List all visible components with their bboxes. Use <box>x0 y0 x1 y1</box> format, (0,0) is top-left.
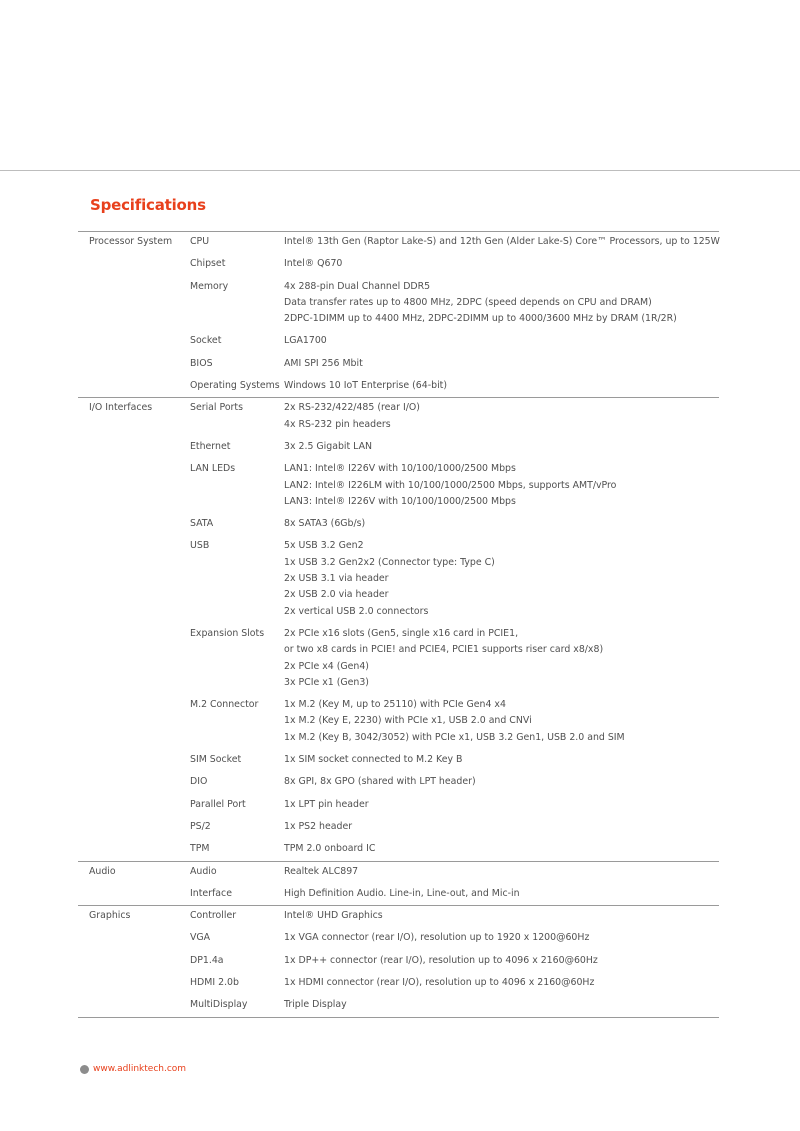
spec-value-line: 8x GPI, 8x GPO (shared with LPT header) <box>284 776 476 788</box>
spec-row <box>78 461 719 510</box>
spec-row <box>78 797 719 813</box>
spec-value-line: or two x8 cards in PCIE! and PCIE4, PCIE1 supports riser card x8/x8) <box>284 644 604 656</box>
spec-value-line: 1x VGA connector (rear I/O), resolution up to 1920 x 1200@60Hz <box>284 932 590 944</box>
spec-values <box>284 841 719 857</box>
spec-label: SATA <box>190 518 214 530</box>
spec-row <box>78 752 719 768</box>
spec-value-line: Realtek ALC897 <box>284 865 359 877</box>
category-label: I/O Interfaces <box>89 402 153 414</box>
spec-label: Serial Ports <box>190 402 243 414</box>
spec-row <box>78 538 719 619</box>
spec-label: VGA <box>190 932 211 944</box>
top-divider <box>0 170 800 171</box>
spec-row <box>78 234 719 250</box>
spec-value-line: 8x SATA3 (6Gb/s) <box>284 518 366 530</box>
spec-group <box>78 862 719 907</box>
spec-label: Controller <box>190 910 237 922</box>
spec-values <box>284 626 719 691</box>
spec-label: Chipset <box>190 258 226 270</box>
spec-label: USB <box>190 540 210 552</box>
spec-label: Audio <box>190 865 217 877</box>
spec-values <box>284 256 719 272</box>
spec-label: DIO <box>190 776 208 788</box>
spec-label: TPM <box>190 843 210 855</box>
spec-value-line: Intel® UHD Graphics <box>284 910 383 922</box>
spec-row <box>78 864 719 880</box>
spec-value-line: TPM 2.0 onboard IC <box>284 843 376 855</box>
spec-value-line: 3x 2.5 Gigabit LAN <box>284 440 373 452</box>
spec-value-line: 1x USB 3.2 Gen2x2 (Connector type: Type C) <box>284 556 495 568</box>
spec-value-line: LGA1700 <box>284 335 327 347</box>
category-label: Audio <box>89 865 116 877</box>
spec-value-line: 4x RS-232 pin headers <box>284 418 391 430</box>
spec-value-line: Windows 10 IoT Enterprise (64-bit) <box>284 380 448 392</box>
spec-values <box>284 819 719 835</box>
spec-label: Expansion Slots <box>190 627 265 639</box>
spec-row <box>78 819 719 835</box>
spec-values <box>284 975 719 991</box>
spec-value-line: 4x 288-pin Dual Channel DDR5 <box>284 280 431 292</box>
footer-url[interactable]: www.adlinktech.com <box>93 1064 187 1074</box>
spec-row <box>78 378 719 394</box>
spec-row <box>78 997 719 1013</box>
spec-value-line: 3x PCIe x1 (Gen3) <box>284 676 369 688</box>
spec-values <box>284 774 719 790</box>
spec-label: Parallel Port <box>190 798 246 810</box>
spec-label: Interface <box>190 887 232 899</box>
spec-value-line: LAN3: Intel® I226V with 10/100/1000/2500 Mbps <box>284 495 516 507</box>
spec-values <box>284 356 719 372</box>
spec-values <box>284 439 719 455</box>
spec-value-line: Data transfer rates up to 4800 MHz, 2DPC (speed depends on CPU and DRAM) <box>284 296 652 308</box>
spec-label: Memory <box>190 280 229 292</box>
spec-values <box>284 378 719 394</box>
spec-label: DP1.4a <box>190 954 224 966</box>
spec-row <box>78 774 719 790</box>
spec-value-line: 1x DP++ connector (rear I/O), resolution up to 4096 x 2160@60Hz <box>284 954 598 966</box>
spec-value-line: LAN2: Intel® I226LM with 10/100/1000/2500 Mbps, supports AMT/vPro <box>284 479 617 491</box>
spec-values <box>284 697 719 746</box>
spec-group <box>78 906 719 1017</box>
spec-row <box>78 908 719 924</box>
spec-values <box>284 752 719 768</box>
spec-row <box>78 697 719 746</box>
spec-label: Socket <box>190 335 222 347</box>
spec-row <box>78 953 719 969</box>
spec-row <box>78 626 719 691</box>
spec-row <box>78 439 719 455</box>
spec-values <box>284 797 719 813</box>
spec-values <box>284 279 719 328</box>
spec-row <box>78 886 719 902</box>
spec-label: MultiDisplay <box>190 999 248 1011</box>
category-label: Graphics <box>89 910 131 922</box>
spec-value-line: 1x M.2 (Key M, up to 25110) with PCIe Gen4 x4 <box>284 699 506 711</box>
spec-value-line: Triple Display <box>284 999 347 1011</box>
spec-value-line: 2x RS-232/422/485 (rear I/O) <box>284 402 420 414</box>
spec-row <box>78 356 719 372</box>
spec-value-line: Intel® Q670 <box>284 258 343 270</box>
category-label: Processor System <box>89 236 173 247</box>
spec-label: CPU <box>190 236 210 247</box>
spec-row <box>78 516 719 532</box>
spec-values <box>284 997 719 1013</box>
spec-value-line: LAN1: Intel® I226V with 10/100/1000/2500 Mbps <box>284 463 516 475</box>
spec-label: HDMI 2.0b <box>190 976 239 988</box>
spec-label: Operating Systems <box>190 380 280 392</box>
spec-group <box>78 398 719 861</box>
spec-label: LAN LEDs <box>190 463 236 475</box>
spec-value-line: 1x HDMI connector (rear I/O), resolution up to 4096 x 2160@60Hz <box>284 976 595 988</box>
spec-value-line: 1x SIM socket connected to M.2 Key B <box>284 754 463 766</box>
spec-values <box>284 930 719 946</box>
spec-row <box>78 841 719 857</box>
spec-label: Ethernet <box>190 440 231 452</box>
spec-label: M.2 Connector <box>190 699 259 711</box>
spec-row <box>78 333 719 349</box>
spec-values <box>284 333 719 349</box>
spec-value-line: 1x M.2 (Key B, 3042/3052) with PCIe x1, USB 3.2 Gen1, USB 2.0 and SIM <box>284 731 625 743</box>
spec-value-line: 5x USB 3.2 Gen2 <box>284 540 364 552</box>
spec-row <box>78 975 719 991</box>
spec-value-line: 1x M.2 (Key E, 2230) with PCIe x1, USB 2.0 and CNVi <box>284 715 532 727</box>
footer <box>80 1064 186 1074</box>
spec-label: SIM Socket <box>190 754 242 766</box>
spec-label: PS/2 <box>190 820 211 832</box>
spec-value-line: 2x USB 2.0 via header <box>284 589 389 601</box>
spec-value-line: 2x vertical USB 2.0 connectors <box>284 605 429 617</box>
spec-value-line: 1x PS2 header <box>284 820 353 832</box>
spec-value-line: AMI SPI 256 Mbit <box>284 357 363 369</box>
spec-value-line: High Definition Audio. Line-in, Line-out, and Mic-in <box>284 887 520 899</box>
spec-label: BIOS <box>190 357 213 369</box>
spec-value-line: 2x PCIe x16 slots (Gen5, single x16 card in PCIE1, <box>284 627 519 639</box>
spec-values <box>284 908 719 924</box>
page-title: Specifications <box>90 196 206 214</box>
spec-value-line: 2DPC-1DIMM up to 4400 MHz, 2DPC-2DIMM up to 4000/3600 MHz by DRAM (1R/2R) <box>284 313 677 325</box>
spec-values <box>284 234 719 250</box>
spec-value-line: 1x LPT pin header <box>284 798 369 810</box>
spec-value-line: 2x USB 3.1 via header <box>284 573 389 585</box>
spec-values <box>284 953 719 969</box>
spec-values <box>284 461 719 510</box>
globe-icon <box>80 1065 89 1074</box>
spec-values <box>284 516 719 532</box>
spec-values <box>284 538 719 619</box>
spec-row <box>78 279 719 328</box>
spec-values <box>284 400 719 433</box>
spec-group <box>78 232 719 398</box>
spec-row <box>78 930 719 946</box>
spec-table <box>78 231 719 1018</box>
spec-value-line: 2x PCIe x4 (Gen4) <box>284 660 369 672</box>
spec-values <box>284 886 719 902</box>
spec-row <box>78 256 719 272</box>
spec-row <box>78 400 719 433</box>
spec-value-line: Intel® 13th Gen (Raptor Lake-S) and 12th Gen (Alder Lake-S) Core™ Processors, up to 125W <box>284 236 720 247</box>
spec-values <box>284 864 719 880</box>
